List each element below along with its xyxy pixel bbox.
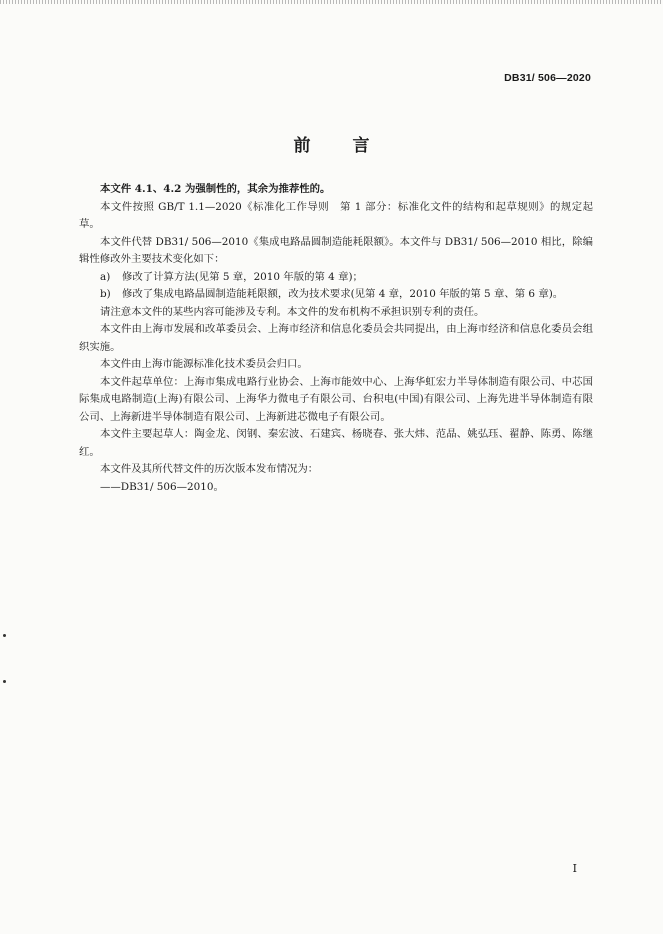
scan-speck: [3, 634, 6, 637]
paragraph-drafters: 本文件主要起草人：陶金龙、闵钢、秦宏波、石建宾、杨晓春、张大炜、范晶、姚弘珏、翟静、陈勇、陈继红。: [79, 428, 593, 458]
title-part-1: 前: [293, 136, 311, 156]
paragraph-drafting-units: 本文件起草单位：上海市集成电路行业协会、上海市能效中心、上海华虹宏力半导体制造有限公司、中芯国际集成电路制造(上海)有限公司、上海华力微电子有限公司、台积电(中国)有限公司、上海先进半导体制造有限公司、上海新进半导体制造有限公司、上海新进芯微电子有限公司。: [79, 375, 593, 423]
paragraph-drafting-rules: 本文件按照 GB/T 1.1—2020《标准化工作导则 第 1 部分：标准化文件的结构和起草规则》的规定起草。: [79, 200, 593, 230]
scan-edge: [0, 0, 663, 4]
paragraph-mandatory: 本文件 4.1、4.2 为强制性的，其余为推荐性的。: [100, 183, 331, 195]
standard-code: DB31/ 506—2020: [504, 72, 591, 84]
foreword-body: [79, 181, 593, 496]
title-part-2: 言: [352, 136, 370, 156]
list-text: 修改了集成电路晶圆制造能耗限额，改为技术要求(见第 4 章，2010 年版的第 5 章、第 6 章)。: [122, 288, 564, 300]
list-item: [79, 269, 593, 287]
page-number: I: [572, 862, 577, 875]
paragraph-replaces: 本文件代替 DB31/ 506—2010《集成电路晶圆制造能耗限额》。本文件与 DB31/ 506—2010 相比，除编辑性修改外主要技术变化如下：: [79, 235, 593, 265]
paragraph-history-item: ——DB31/ 506—2010。: [100, 480, 224, 493]
page-title: [0, 131, 663, 156]
paragraph-patent-notice: 请注意本文件的某些内容可能涉及专利。本文件的发布机构不承担识别专利的责任。: [100, 305, 485, 318]
list-text: 修改了计算方法(见第 5 章，2010 年版的第 4 章)；: [122, 270, 363, 283]
list-marker: b): [100, 288, 111, 300]
list-marker: a): [100, 270, 111, 283]
paragraph-proposer: 本文件由上海市发展和改革委员会、上海市经济和信息化委员会共同提出，由上海市经济和信息化委员会组织实施。: [79, 323, 593, 353]
scan-speck: [3, 680, 6, 683]
list-item: [79, 286, 593, 304]
paragraph-centralized: 本文件由上海市能源标准化技术委员会归口。: [100, 358, 308, 370]
paragraph-history-intro: 本文件及其所代替文件的历次版本发布情况为：: [100, 463, 319, 475]
